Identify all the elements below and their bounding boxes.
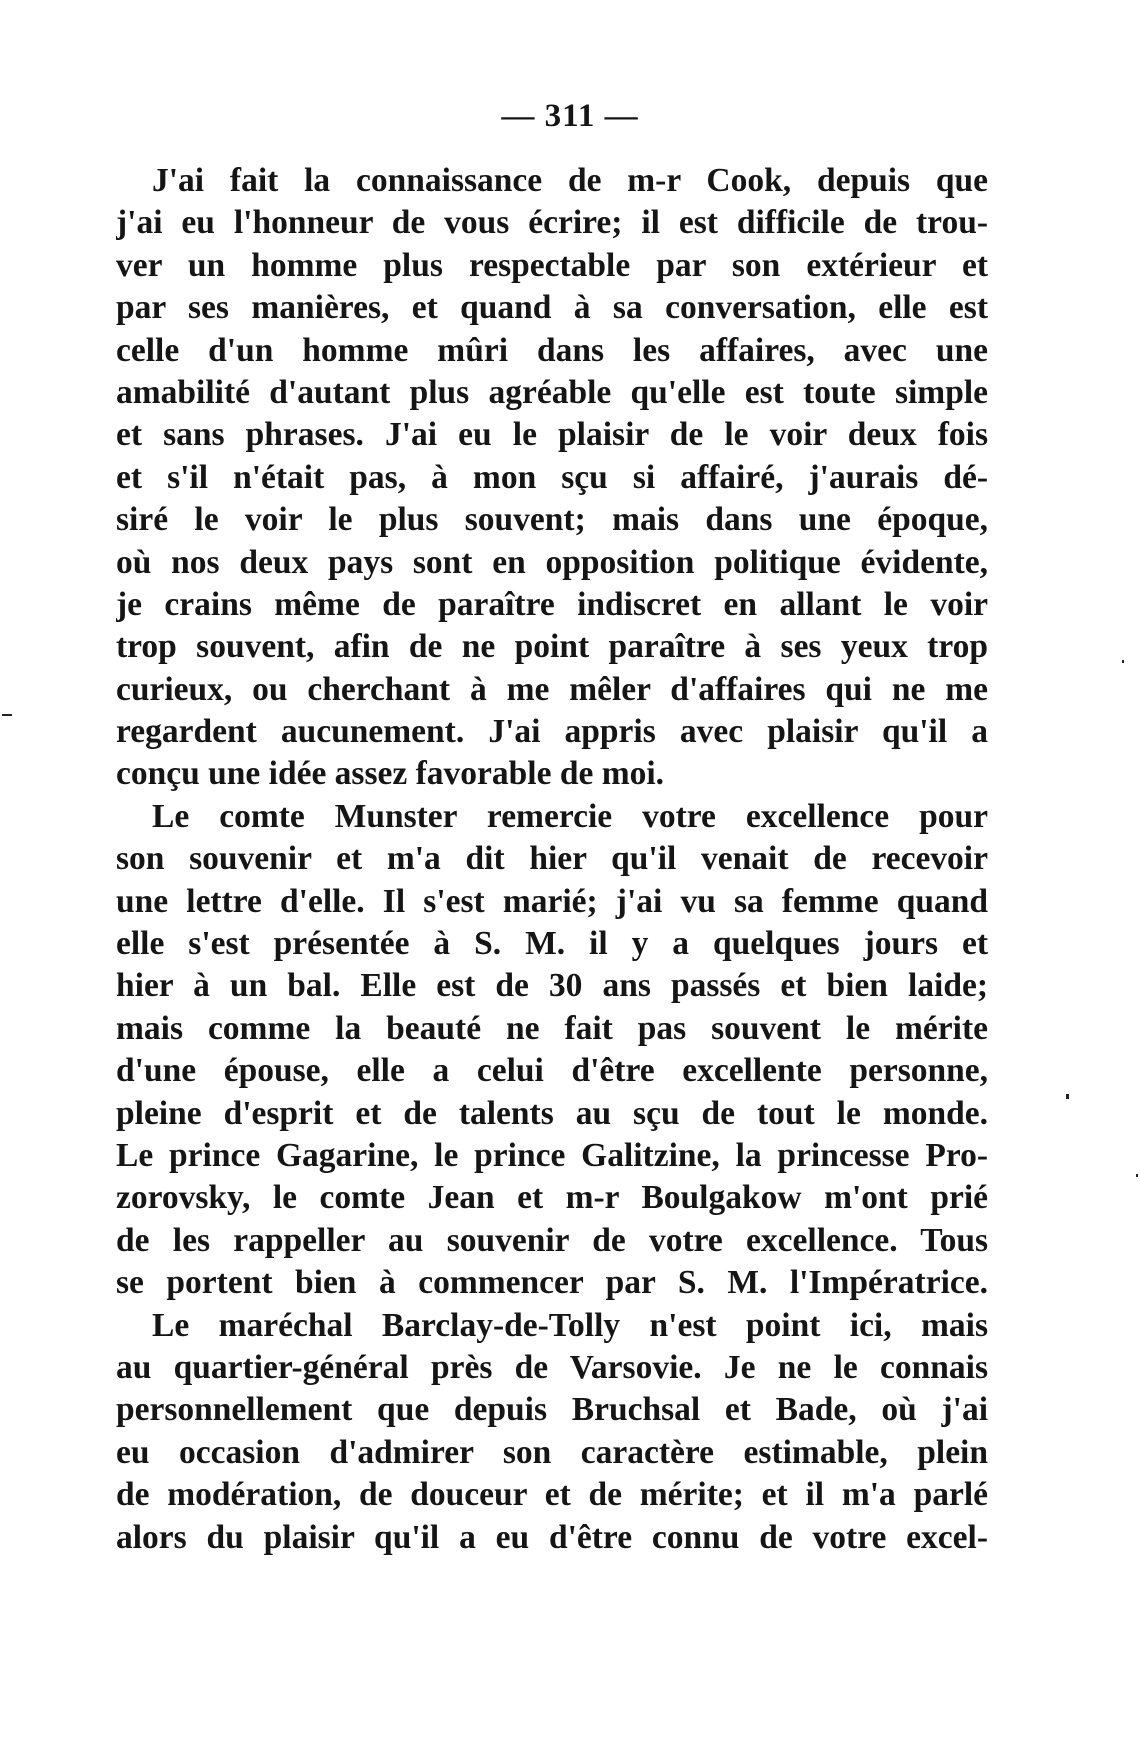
page-number: — 311 — bbox=[501, 98, 639, 134]
text-line: j'ai eu l'honneur de vous écrire; il est difficile de trou- bbox=[116, 204, 988, 242]
text-line: mais comme la beauté ne fait pas souvent le mérite bbox=[116, 1009, 988, 1047]
text-line: Le prince Gagarine, le prince Galitzine, la princesse Pro- bbox=[116, 1136, 988, 1174]
text-line: par ses manières, et quand à sa conversation, elle est bbox=[116, 289, 988, 327]
text-line: et s'il n'était pas, à mon sçu si affairé, j'aurais dé- bbox=[116, 458, 988, 496]
scan-speck bbox=[2, 714, 12, 716]
body-text bbox=[116, 160, 988, 1559]
text-line: ver un homme plus respectable par son extérieur et bbox=[116, 246, 988, 284]
text-line: personnellement que depuis Bruchsal et Bade, où j'ai bbox=[116, 1391, 988, 1429]
text-line: au quartier-général près de Varsovie. Je ne le connais bbox=[116, 1348, 988, 1386]
text-line: de modération, de douceur et de mérite; et il m'a parlé bbox=[116, 1476, 988, 1514]
text-line: curieux, ou cherchant à me mêler d'affaires qui ne me bbox=[116, 670, 988, 708]
text-line: amabilité d'autant plus agréable qu'elle est toute simple bbox=[116, 373, 988, 411]
scan-speck bbox=[1122, 660, 1124, 663]
text-line: zorovsky, le comte Jean et m-r Boulgakow m'ont prié bbox=[116, 1179, 988, 1217]
text-line: alors du plaisir qu'il a eu d'être connu de votre excel- bbox=[116, 1518, 988, 1556]
text-line: se portent bien à commencer par S. M. l'Impératrice. bbox=[116, 1264, 988, 1302]
text-line: d'une épouse, elle a celui d'être excellente personne, bbox=[116, 1052, 988, 1090]
text-line: et sans phrases. J'ai eu le plaisir de le voir deux fois bbox=[116, 416, 988, 454]
text-line: elle s'est présentée à S. M. il y a quelques jours et bbox=[116, 925, 988, 963]
text-line: conçu une idée assez favorable de moi. bbox=[116, 755, 665, 793]
text-line: siré le voir le plus souvent; mais dans une époque, bbox=[116, 501, 988, 539]
text-line: regardent aucunement. J'ai appris avec plaisir qu'il a bbox=[116, 713, 988, 751]
text-line: J'ai fait la connaissance de m-r Cook, depuis que bbox=[152, 162, 988, 199]
text-line: trop souvent, afin de ne point paraître à ses yeux trop bbox=[116, 628, 988, 666]
text-line: je crains même de paraître indiscret en allant le voir bbox=[116, 585, 988, 623]
scan-speck bbox=[1066, 1094, 1069, 1099]
text-line: Le comte Munster remercie votre excellence pour bbox=[152, 797, 988, 835]
text-line: une lettre d'elle. Il s'est marié; j'ai vu sa femme quand bbox=[116, 882, 988, 920]
text-line: de les rappeller au souvenir de votre excellence. Tous bbox=[116, 1221, 988, 1259]
scan-speck bbox=[1136, 1174, 1138, 1177]
text-line: eu occasion d'admirer son caractère estimable, plein bbox=[116, 1433, 988, 1471]
text-line: Le maréchal Barclay-de-Tolly n'est point ici, mais bbox=[152, 1306, 988, 1344]
text-line: où nos deux pays sont en opposition politique évidente, bbox=[116, 543, 988, 581]
text-line: son souvenir et m'a dit hier qu'il venait de recevoir bbox=[116, 840, 988, 878]
text-line: pleine d'esprit et de talents au sçu de tout le monde. bbox=[116, 1094, 988, 1132]
text-line: hier à un bal. Elle est de 30 ans passés et bien laide; bbox=[116, 967, 988, 1005]
text-line: celle d'un homme mûri dans les affaires, avec une bbox=[116, 331, 988, 369]
